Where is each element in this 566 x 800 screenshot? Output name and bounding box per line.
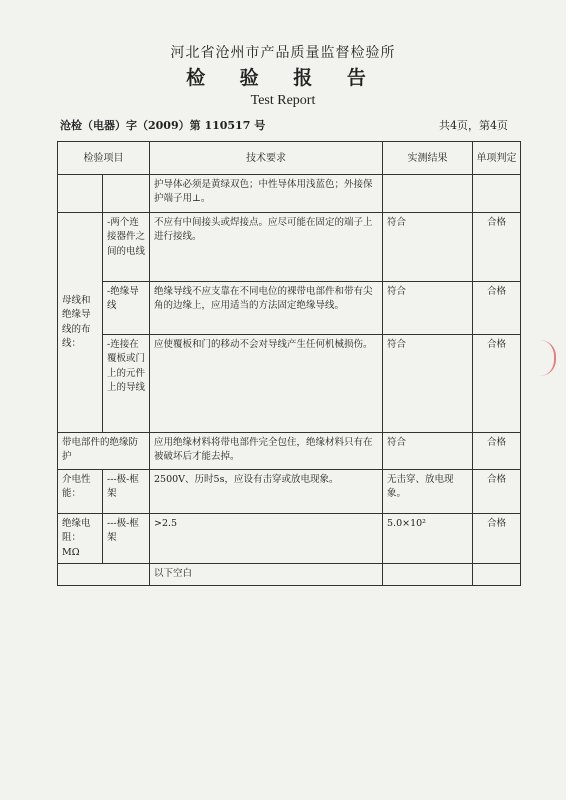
result-cell: 无击穿、放电现象。 — [383, 470, 473, 514]
table-row — [58, 335, 521, 433]
blank-marker: 以下空白 — [150, 563, 383, 585]
header-item: 检验项目 — [58, 142, 150, 175]
header-result: 实测结果 — [383, 142, 473, 175]
result-cell: 符合 — [383, 335, 473, 433]
verdict-cell: 合格 — [473, 470, 521, 514]
requirement-cell: >2.5 — [150, 514, 383, 564]
requirement-cell: 不应有中间接头或焊接点。应尽可能在固定的端子上进行接线。 — [150, 213, 383, 282]
verdict-cell: 合格 — [473, 514, 521, 564]
verdict-cell: 合格 — [473, 213, 521, 282]
page-info: 共4页，第4页 — [439, 119, 508, 132]
institute-name: 河北省沧州市产品质量监督检验所 — [170, 45, 396, 61]
result-cell: 5.0×10² — [383, 514, 473, 564]
subitem-cell — [103, 175, 150, 213]
report-title-english: Test Report — [250, 93, 316, 108]
report-title: 检 验 报 告 — [186, 67, 380, 89]
requirement-cell: 应用绝缘材料将带电部件完全包住，绝缘材料只有在被破坏后才能去掉。 — [150, 433, 383, 470]
verdict-cell — [473, 563, 521, 585]
subitem-cell: ---极-框架 — [103, 514, 150, 564]
table-row — [58, 470, 521, 514]
group-cell: 介电性能： — [58, 470, 103, 514]
result-cell — [383, 175, 473, 213]
requirement-cell: 护导体必须是黄绿双色；中性导体用浅蓝色；外接保护端子用⊥。 — [150, 175, 383, 213]
table-row — [58, 282, 521, 335]
subitem-cell: -连接在覆板或门上的元件上的导线 — [103, 335, 150, 433]
header-verdict: 单项判定 — [473, 142, 521, 175]
table-header-row — [58, 142, 521, 175]
verdict-cell: 合格 — [473, 335, 521, 433]
verdict-cell — [473, 175, 521, 213]
result-cell: 符合 — [383, 282, 473, 335]
table-row — [58, 433, 521, 470]
table-row — [58, 563, 521, 585]
result-cell: 符合 — [383, 433, 473, 470]
table-row — [58, 175, 521, 213]
requirement-cell: 2500V、历时5s，应设有击穿或放电现象。 — [150, 470, 383, 514]
item-cell: 带电部件的绝缘防护 — [58, 433, 150, 470]
stamp-edge-mark — [540, 340, 556, 376]
requirement-cell: 应使覆板和门的移动不会对导线产生任何机械损伤。 — [150, 335, 383, 433]
table-row — [58, 213, 521, 282]
subitem-cell: -绝缘导线 — [103, 282, 150, 335]
result-cell: 符合 — [383, 213, 473, 282]
verdict-cell: 合格 — [473, 433, 521, 470]
requirement-cell: 绝缘导线不应支靠在不同电位的裸带电部件和带有尖角的边缘上，应用适当的方法固定绝缘导线。 — [150, 282, 383, 335]
group-cell: 母线和绝缘导线的布线： — [58, 213, 103, 433]
verdict-cell: 合格 — [473, 282, 521, 335]
item-cell — [58, 563, 150, 585]
result-cell — [383, 563, 473, 585]
header-requirement: 技术要求 — [150, 142, 383, 175]
table-row — [58, 514, 521, 564]
document-number: 沧检（电器）字（2009）第 110517 号 — [60, 119, 266, 132]
subitem-cell: ---极-框架 — [103, 470, 150, 514]
item-cell — [58, 175, 103, 213]
subitem-cell: -两个连接器件之间的电线 — [103, 213, 150, 282]
inspection-table — [57, 141, 521, 586]
group-cell: 绝缘电阻：MΩ — [58, 514, 103, 564]
